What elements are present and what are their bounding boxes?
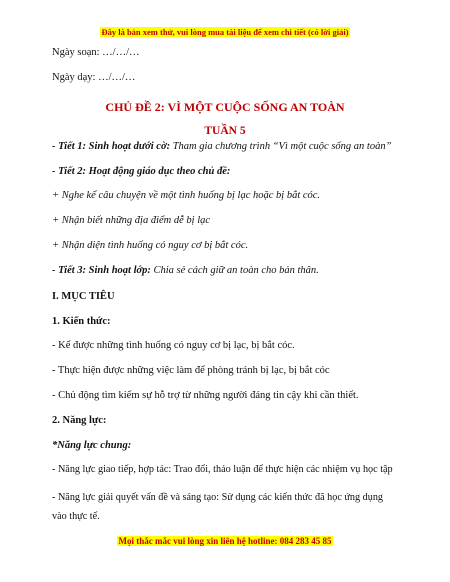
session-3-text: Chia sẻ cách giữ an toàn cho bản thân. [150,265,319,276]
preview-notice-banner [0,27,450,37]
session-2 [52,165,398,178]
competence-item-1: - Năng lực giao tiếp, hợp tác: Trao đổi, thảo luận để thực hiện các nhiệm vụ học tập [52,464,393,475]
knowledge-heading: 1. Kiến thức: [52,316,111,327]
competence-item-2: - Năng lực giải quyết vấn đề và sáng tạo: Sử dụng các kiến thức đã học ứng dụng vào thực tế. [52,492,384,522]
topic-title: CHỦ ĐỀ 2: VÌ MỘT CUỘC SỐNG AN TOÀN [105,100,345,114]
session-3 [52,264,398,277]
knowledge-item-2: - Thực hiện được những việc làm để phòng tránh bị lạc, bị bắt cóc [52,365,330,376]
session-1-label: - Tiết 1: Sinh hoạt dưới cờ: [52,141,171,152]
footer-notice-text: Mọi thắc mắc vui lòng xin liên hệ hotline: 084 283 45 85 [118,536,332,546]
competence-heading: 2. Năng lực: [52,415,107,426]
knowledge-item-3: - Chủ động tìm kiếm sự hỗ trợ từ những người đáng tin cậy khi cần thiết. [52,390,359,401]
preview-notice-text: Đây là bản xem thử, vui lòng mua tài liệu để xem chi tiết (có lời giải) [101,27,349,37]
session-2-label: - Tiết 2: Hoạt động giáo dục theo chủ đề: [52,166,231,177]
teach-date: Ngày dạy: …/…/… [52,72,136,83]
prep-date: Ngày soạn: …/…/… [52,47,140,58]
session-1-text: Tham gia chương trình “Vì một cuộc sống an toàn” [170,141,392,152]
knowledge-item-1: - Kể được những tình huống có nguy cơ bị lạc, bị bắt cóc. [52,340,295,351]
session-3-label: - Tiết 3: Sinh hoạt lớp: [52,265,151,276]
session-2-item-3: + Nhận diện tình huống có nguy cơ bị bắt cóc. [52,240,249,251]
session-2-item-2: + Nhận biết những địa điểm dễ bị lạc [52,215,211,226]
objectives-heading: I. MỤC TIÊU [52,291,115,302]
footer-notice-banner [0,536,450,546]
session-2-item-1: + Nghe kể câu chuyện về một tình huống bị lạc hoặc bị bắt cóc. [52,190,321,201]
session-1 [52,140,398,153]
general-competence-heading: *Năng lực chung: [52,440,132,451]
week-title: TUẦN 5 [204,125,246,137]
